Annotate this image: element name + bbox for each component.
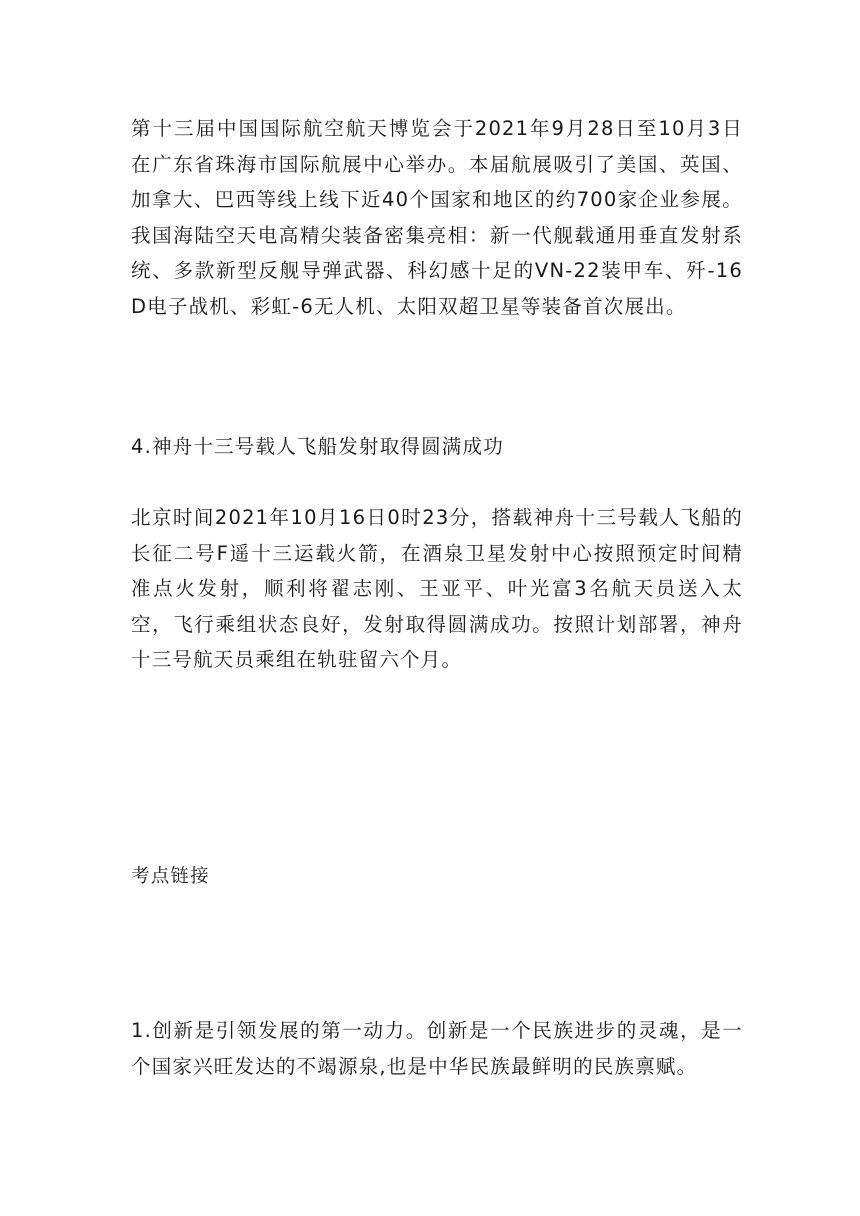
shenzhou-heading: 4.神舟十三号载人飞船发射取得圆满成功	[131, 435, 504, 458]
airshow-paragraph: 第十三届中国国际航空航天博览会于2021年9月28日至10月3日在广东省珠海市国际航展中心举办。本届航展吸引了美国、英国、加拿大、巴西等线上线下近40个国家和地区的约700家企业参展。我国海陆空天电高精尖装备密集亮相：新一代舰载通用垂直发射系统、多款新型反舰导弹武器、科幻感十足的VN-22装甲车、歼-16D电子战机、彩虹-6无人机、太阳双超卫星等装备首次展出。	[131, 117, 743, 318]
exam-points-title: 考点链接	[131, 866, 210, 887]
shenzhou-paragraph: 北京时间2021年10月16日0时23分，搭载神舟十三号载人飞船的长征二号F遥十三运载火箭，在酒泉卫星发射中心按照预定时间精准点火发射，顺利将翟志刚、王亚平、叶光富3名航天员送入太空，飞行乘组状态良好，发射取得圆满成功。按照计划部署，神舟十三号航天员乘组在轨驻留六个月。	[131, 506, 743, 671]
innovation-paragraph: 1.创新是引领发展的第一动力。创新是一个民族进步的灵魂，是一个国家兴旺发达的不竭源泉,也是中华民族最鲜明的民族禀赋。	[131, 1019, 743, 1078]
